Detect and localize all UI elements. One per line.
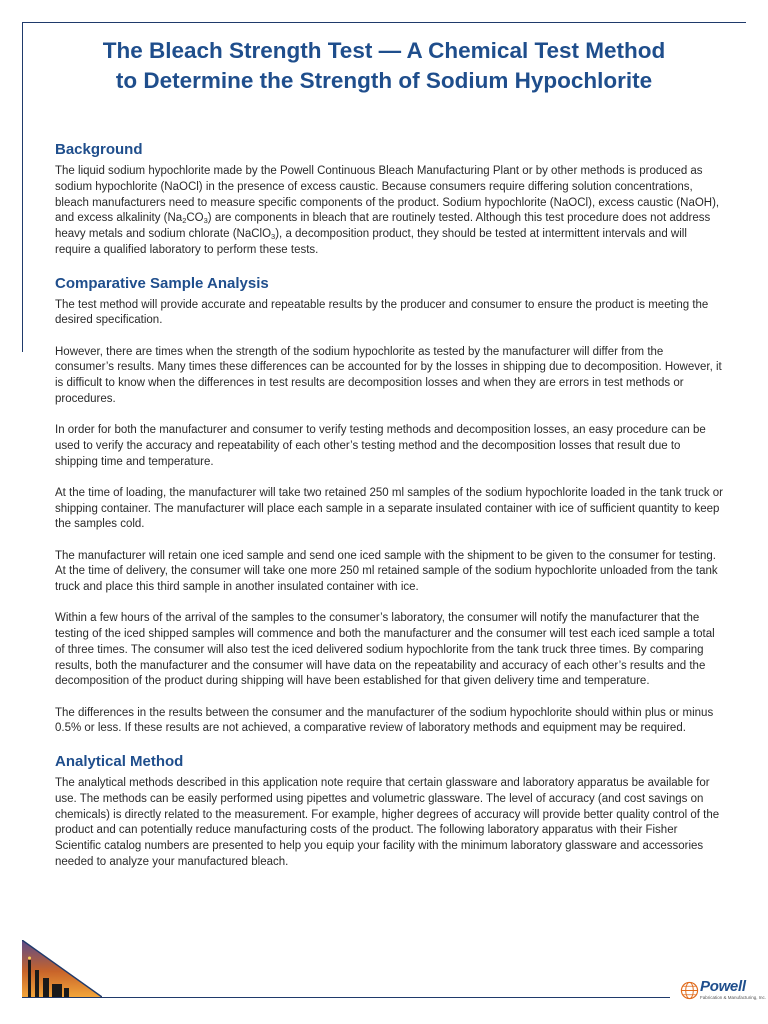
comparative-paragraph-6: Within a few hours of the arrival of the samples to the consumer’s laboratory, the consumer will notify the manufacturer that the testing of the iced shipped samples will commence and both the manufacturer and the consumer will test each iced sample a total of three times. The consumer will also test the iced delivered sodium hypochlorite from the tank truck three times. By comparing results, both the manufacturer and the consumer will have data on the repeatability and accuracy of each other’s results and the decomposition of the product during shipping will have been established for that given delivery time and temperature.: [55, 612, 715, 688]
logo-subtitle: Fabrication & Manufacturing, Inc.: [700, 995, 767, 1000]
background-text-2: CO: [186, 212, 204, 225]
footer-rule: [22, 997, 670, 998]
comparative-paragraph-2: However, there are times when the strength of the sodium hypochlorite as tested by the manufacturer will differ from the consumer’s results. Many times these differences can be accounted for by the losses in shipping due to decomposition. However, it is difficult to know when the differences in test results are decomposition losses and when they are errors in test methods or procedures.: [55, 345, 722, 405]
globe-icon: [680, 981, 699, 1000]
background-text-3: ) are components in bleach that are routinely tested. Although this test procedure does not address heavy metals and sodium chlorate (NaClO: [55, 212, 711, 240]
section-background: [55, 140, 723, 259]
left-rule: [22, 22, 23, 352]
logo-wordmark: Powell: [700, 978, 746, 995]
heading-comparative: Comparative Sample Analysis: [55, 274, 269, 292]
comparative-paragraph-4: At the time of loading, the manufacturer will take two retained 250 ml samples of the sodium hypochlorite loaded in the tank truck or shipping container. The manufacturer will place each sample in a separate insulated container with ice of sufficient quantity to keep the samples cold.: [55, 486, 723, 531]
section-analytical: [55, 752, 723, 871]
section-comparative: [55, 274, 723, 738]
heading-analytical: Analytical Method: [55, 753, 184, 770]
powell-logo: [680, 978, 767, 1006]
background-paragraph: [55, 164, 723, 259]
document-title: [40, 36, 728, 96]
comparative-paragraph-5: The manufacturer will retain one iced sample and send one iced sample with the shipment to be given to the consumer for testing. At the time of delivery, the consumer will take one more 250 ml retained sample of the sodium hypochlorite unloaded from the tank truck and place this third sample in another insulated container with ice.: [55, 549, 718, 593]
title-line-1: The Bleach Strength Test — A Chemical Test Method: [102, 38, 666, 63]
subscript-co: 3: [203, 216, 208, 226]
top-rule: [22, 22, 746, 23]
subscript-clo: 3: [271, 232, 276, 241]
heading-background: Background: [55, 141, 143, 158]
comparative-paragraph-1: The test method will provide accurate and repeatable results by the producer and consumer to ensure the product is meeting the desired specification.: [55, 298, 709, 327]
subscript-na: 2: [182, 216, 187, 226]
title-line-2: to Determine the Strength of Sodium Hypochlorite: [115, 68, 653, 93]
comparative-paragraph-3: In order for both the manufacturer and consumer to verify testing methods and decomposition losses, an easy procedure can be used to verify the accuracy and repeatability of each other’s testing method and the decomposition losses that result due to shipping time and temperature.: [55, 424, 706, 468]
analytical-paragraph: The analytical methods described in this application note require that certain glassware and laboratory apparatus be available for use. The methods can be easily performed using pipettes and volumetric glassware. The level of accuracy (and cost savings on chemicals) is directly related to the measurement. For example, higher degrees of accuracy will provide better quality control of the product and can potentially reduce manufacturing costs of the product. The following laboratory apparatus with their Fisher Scientific catalog numbers are presented to help you equip your facility with the minimum laboratory glassware and accessories needed to analyze your manufactured bleach.: [55, 777, 720, 868]
background-text-4: ), a decomposition product, they should be tested at intermittent intervals and will require a qualified laboratory to perform these tests.: [55, 228, 687, 256]
refinery-illustration: [22, 940, 102, 998]
document-body: [55, 140, 723, 886]
comparative-paragraph-7: The differences in the results between the consumer and the manufacturer of the sodium hypochlorite should within plus or minus 0.5% or less. If these results are not achieved, a comparative review of laboratory methods and equipment may be required.: [55, 706, 714, 735]
background-text-1: The liquid sodium hypochlorite made by the Powell Continuous Bleach Manufacturing Plant or by other methods is produced as sodium hypochlorite (NaOCl) in the presence of excess caustic. Because consumers require differing solution concentrations, bleach manufacturers need to measure specific components of the product. Sodium hypochlorite (NaOCl), excess caustic (NaOH), and excess alkalinity (Na: [55, 165, 720, 225]
